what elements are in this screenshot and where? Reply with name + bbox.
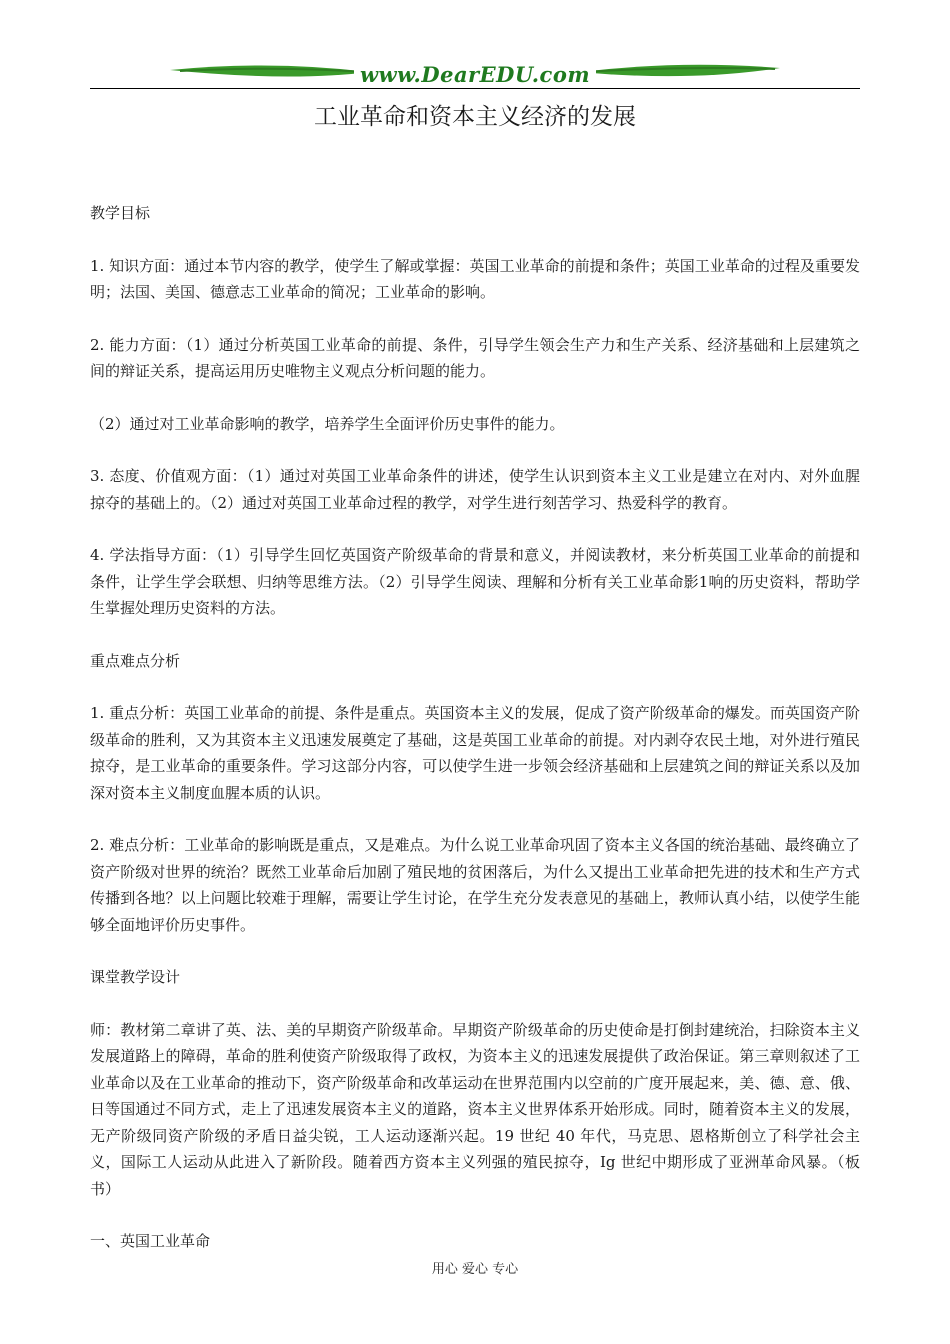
section-heading: 教学目标 — [90, 204, 151, 222]
paragraph: 4. 学法指导方面：（1）引导学生回忆英国资产阶级革命的背景和意义，并阅读教材，来分析英国工业革命的前提和条件，让学生学会联想、归纳等思维方法。（2）引导学生阅读、理解和分析有关工业革命影1响的历史资料，帮助学生掌握处理历史资料的方法。 — [90, 546, 860, 617]
section-heading: 课堂教学设计 — [90, 968, 181, 986]
paragraph: （2）通过对工业革命影响的教学，培养学生全面评价历史事件的能力。 — [90, 414, 565, 433]
paragraph: 3. 态度、价值观方面：（1）通过对英国工业革命条件的讲述，使学生认识到资本主义工业是建立在对内、对外血腥掠夺的基础上的。（2）通过对英国工业革命过程的教学，对学生进行刻苦学习、热爱科学的教育。 — [90, 467, 860, 512]
paragraph: 1. 重点分析：英国工业革命的前提、条件是重点。英国资本主义的发展，促成了资产阶级革命的爆发。而英国资产阶级革命的胜利，又为其资本主义迅速发展奠定了基础，这是英国工业革命的前提。对内剥夺农民土地，对外进行殖民掠夺，是工业革命的重要条件。学习这部分内容，可以使学生进一步领会经济基础和上层建筑之间的辩证关系以及加深对资本主义制度血腥本质的认识。 — [90, 704, 860, 802]
paragraph: 2. 难点分析：工业革命的影响既是重点，又是难点。为什么说工业革命巩固了资本主义各国的统治基础、最终确立了资产阶级对世界的统治？既然工业革命后加剧了殖民地的贫困落后，为什么又提出工业革命把先进的技术和生产方式传播到各地？以上问题比较难于理解，需要让学生讨论，在学生充分发表意见的基础上，教师认真小结，以使学生能够全面地评价历史事件。 — [90, 836, 860, 934]
paragraph: 2. 能力方面：（1）通过分析英国工业革命的前提、条件，引导学生领会生产力和生产关系、经济基础和上层建筑之间的辩证关系，提高运用历史唯物主义观点分析问题的能力。 — [90, 335, 860, 380]
section-heading: 重点难点分析 — [90, 651, 181, 670]
page-title: 工业革命和资本主义经济的发展 — [314, 104, 636, 130]
page-footer: 用心 爱心 专心 — [431, 1262, 519, 1277]
site-logo-text: www.DearEDU.com — [90, 62, 860, 87]
paragraph: 1. 知识方面：通过本节内容的教学，使学生了解或掌握：英国工业革命的前提和条件；英国工业革命的过程及重要发明；法国、美国、德意志工业革命的简况；工业革命的影响。 — [90, 256, 860, 301]
section-heading: 一、英国工业革命 — [90, 1232, 211, 1250]
paragraph: 师：教材第二章讲了英、法、美的早期资产阶级革命。早期资产阶级革命的历史使命是打倒封建统治，扫除资本主义发展道路上的障碍，革命的胜利使资产阶级取得了政权，为资本主义的迅速发展提供了政治保证。第三章则叙述了工业革命以及在工业革命的推动下，资产阶级革命和改革运动在世界范围内以空前的广度开展起来，美、德、意、俄、日等国通过不同方式，走上了迅速发展资本主义的道路，资本主义世界体系开始形成。同时，随着资本主义的发展，无产阶级同资产阶级的矛盾日益尖锐，工人运动逐渐兴起。19 世纪 40 年代，马克思、恩格斯创立了科学社会主义，国际工人运动从此进入了新阶段。随着西方资本主义列强的殖民掠夺，Ig 世纪中期形成了亚洲革命风暴。（板书） — [90, 1020, 860, 1198]
document-body — [90, 200, 860, 1281]
header-rule — [90, 88, 860, 89]
